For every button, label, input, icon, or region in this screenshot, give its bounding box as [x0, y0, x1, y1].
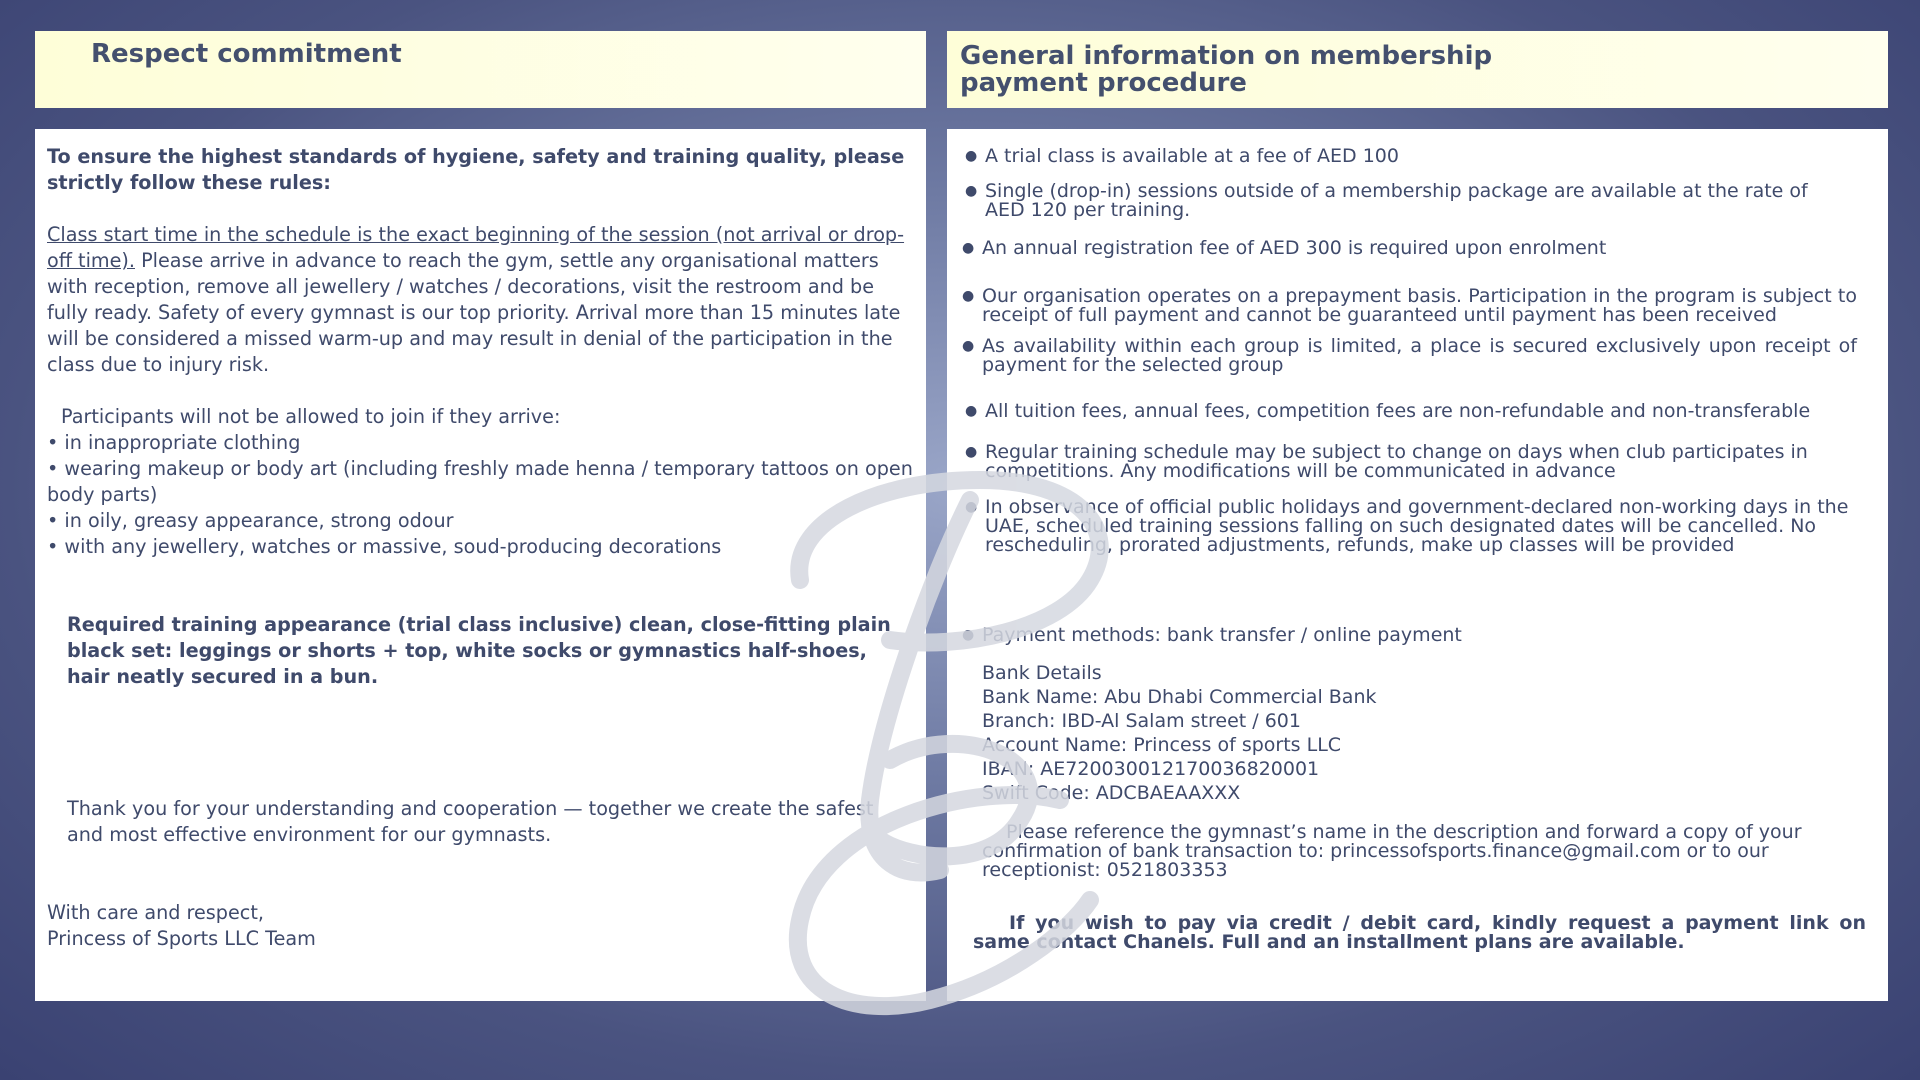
bullet-icon: ● [965, 403, 978, 419]
bullet-icon: ● [965, 444, 978, 460]
drop-in-rate: Single (drop-in) sessions outside of a membership package are available at the rate of AED 120 per training. [985, 180, 1808, 221]
list-item: • in oily, greasy appearance, strong odour [47, 509, 454, 532]
class-start-rule: Class start time in the schedule is the exact beginning of the session (not arrival or drop-off time). [47, 223, 905, 272]
payment-reference-note: Please reference the gymnast’s name in the description and forward a copy of your confirmation of bank transaction to: princessofsports.finance@gmail.com or to our receptionist: 0521803353 [982, 821, 1802, 881]
list-item [965, 400, 1845, 422]
iban[interactable]: IBAN: AE720030012170036820001 [982, 758, 1320, 780]
arrival-rule [47, 222, 914, 378]
schedule-changes: Regular training schedule may be subject to change on days when club participates in competitions. Any modifications will be communicated in advance [985, 441, 1808, 482]
bullet-icon: ● [962, 240, 975, 256]
signoff-line-2: Princess of Sports LLC Team [47, 927, 316, 950]
not-allowed-heading: Participants will not be allowed to join if they arrive: [61, 405, 561, 428]
respect-panel [35, 129, 926, 1001]
arrival-rule-text: Please arrive in advance to reach the gym, settle any organisational matters with reception, remove all jewellery / watches / decorations, visit the restroom and be fully ready. Safety of every gymnast is our top priority. Arrival more than 15 minutes late will be considered a missed warm-up and may result in denial of the participation in the class due to injury risk. [47, 249, 901, 376]
bank-branch: Branch: IBD-Al Salam street / 601 [982, 710, 1301, 732]
respect-header [35, 31, 926, 108]
list-item [965, 180, 1845, 221]
list-item: • in inappropriate clothing [47, 431, 301, 454]
membership-header [947, 31, 1888, 108]
respect-title: Respect commitment [91, 39, 402, 69]
list-item [965, 496, 1855, 556]
list-item [965, 441, 1845, 482]
membership-panel [947, 129, 1888, 1001]
list-item: • with any jewellery, watches or massive, soud-producing decorations [47, 535, 722, 558]
bank-details-heading: Bank Details [982, 662, 1102, 684]
signoff [47, 900, 914, 952]
list-item [965, 145, 1845, 167]
bullet-icon: ● [962, 338, 975, 354]
registration-fee: An annual registration fee of AED 300 is required upon enrolment [982, 237, 1607, 259]
list-item [962, 624, 1842, 646]
bullet-icon: ● [965, 183, 978, 199]
signoff-line-1: With care and respect, [47, 901, 264, 924]
list-item: • wearing makeup or body art (including freshly made henna / temporary tattoos on open body parts) [47, 457, 913, 506]
card-payment-note: If you wish to pay via credit / debit card, kindly request a payment link on same contact Chanels. Full and an installment plans are available. [973, 912, 1866, 953]
bullet-icon: ● [962, 627, 975, 643]
bank-name: Bank Name: Abu Dhabi Commercial Bank [982, 686, 1377, 708]
list-item [962, 335, 1857, 376]
prepayment-basis: Our organisation operates on a prepayment basis. Participation in the program is subject to receipt of full payment and cannot be guaranteed until payment has been received [982, 285, 1857, 326]
respect-intro: To ensure the highest standards of hygiene, safety and training quality, please strictly follow these rules: [47, 145, 905, 194]
holiday-cancellations: In observance of official public holidays and government-declared non-working days in the UAE, scheduled training sessions falling on such designated dates will be cancelled. No rescheduling, prorated adjustments, refunds, make up classes will be provided [985, 496, 1849, 556]
bullet-icon: ● [965, 148, 978, 164]
thank-you-note: Thank you for your understanding and cooperation — together we create the safest and most effective environment for our gymnasts. [67, 797, 874, 846]
limited-availability: As availability within each group is limited, a place is secured exclusively upon receipt of payment for the selected group [982, 335, 1857, 376]
not-allowed-list [47, 430, 914, 560]
account-name: Account Name: Princess of sports LLC [982, 734, 1342, 756]
trial-class-fee: A trial class is available at a fee of AED 100 [985, 145, 1399, 167]
bullet-icon: ● [962, 288, 975, 304]
list-item [962, 237, 1842, 259]
swift-code[interactable]: Swift Code: ADCBAEAAXXX [982, 782, 1241, 804]
non-refundable-fees: All tuition fees, annual fees, competition fees are non-refundable and non-transferable [985, 400, 1811, 422]
bullet-icon: ● [965, 499, 978, 515]
membership-title: General information on membership payment procedure [960, 41, 1493, 98]
training-appearance: Required training appearance (trial class inclusive) clean, close-fitting plain black set: leggings or shorts + top, white socks or gymnastics half-shoes, hair neatly secured in a bun. [67, 613, 891, 688]
list-item [962, 285, 1857, 326]
bank-details [982, 661, 1377, 805]
payment-methods: Payment methods: bank transfer / online payment [982, 624, 1462, 646]
